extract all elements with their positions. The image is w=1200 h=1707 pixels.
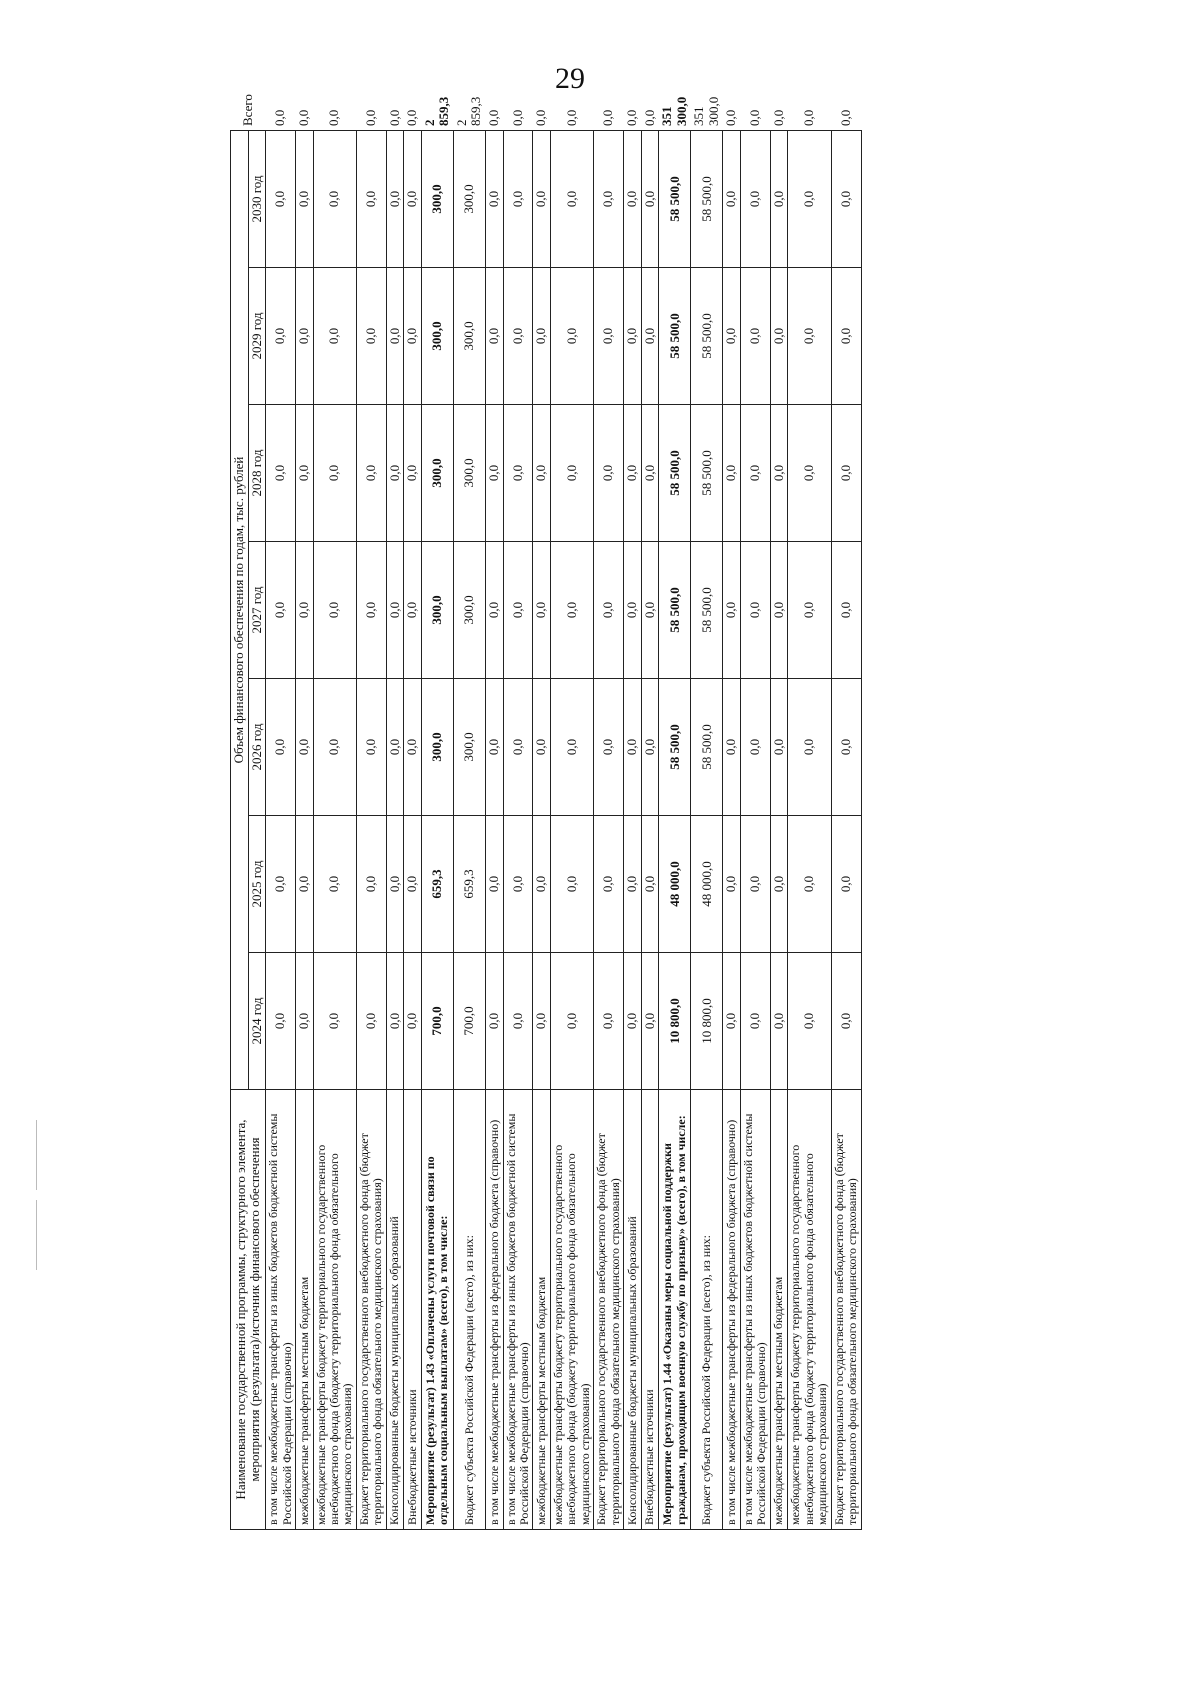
value-cell: 300,0: [453, 268, 485, 405]
value-cell: 0,0: [485, 953, 503, 1090]
value-cell: 0,0: [485, 816, 503, 953]
value-cell: 0,0: [386, 405, 404, 542]
value-cell: 0,0: [831, 268, 861, 405]
page-number: 29: [555, 62, 585, 95]
value-cell: 0,0: [594, 953, 624, 1090]
value-cell: 0,0: [770, 268, 788, 405]
value-cell: 0,0: [723, 542, 741, 679]
value-cell: 659,3: [453, 816, 485, 953]
value-cell: 0,0: [550, 405, 593, 542]
value-cell: 0,0: [788, 268, 831, 405]
value-cell: 0,0: [404, 953, 422, 1090]
value-cell: 0,0: [740, 405, 770, 542]
value-cell: 0,0: [770, 542, 788, 679]
table-body: [266, 96, 861, 1530]
name-column-header: Наименование государственной программы, структурного элемента, мероприятия (результата)/источник финансового обеспечения: [231, 1090, 266, 1530]
value-cell: 58 500,0: [659, 131, 691, 268]
value-cell: 58 500,0: [659, 268, 691, 405]
table-row: Внебюджетные источники 0,0 0,0 0,0 0,0 0,0 0,0 0,0 0,0: [404, 131, 422, 1530]
value-cell: 0,0: [503, 953, 533, 1090]
value-cell: 300,0: [421, 679, 453, 816]
value-cell: 0,0: [723, 405, 741, 542]
value-cell: 0,0: [386, 816, 404, 953]
value-cell: 0,0: [266, 268, 296, 405]
row-name-cell: в том числе межбюджетные трансферты из федерального бюджета (справочно): [485, 1090, 503, 1530]
value-cell: 0,0: [740, 953, 770, 1090]
value-cell: 0,0: [404, 542, 422, 679]
value-cell: 300,0: [453, 679, 485, 816]
value-cell: 0,0: [831, 679, 861, 816]
value-cell: 0,0: [788, 679, 831, 816]
value-cell: 48 000,0: [659, 816, 691, 953]
value-cell: 300,0: [421, 405, 453, 542]
table-row: Внебюджетные источники 0,0 0,0 0,0 0,0 0,0 0,0 0,0 0,0: [641, 131, 659, 1530]
value-cell: 0,0: [533, 405, 551, 542]
value-cell: 0,0: [485, 268, 503, 405]
value-cell: 0,0: [770, 131, 788, 268]
value-cell: 0,0: [550, 679, 593, 816]
value-cell: 0,0: [641, 542, 659, 679]
row-name-cell: Внебюджетные источники: [404, 1090, 422, 1530]
value-cell: 0,0: [356, 268, 386, 405]
value-cell: 0,0: [641, 816, 659, 953]
value-cell: 0,0: [295, 679, 313, 816]
value-cell: 0,0: [313, 131, 356, 268]
value-cell: 0,0: [266, 131, 296, 268]
value-cell: 0,0: [624, 816, 642, 953]
value-cell: 0,0: [386, 953, 404, 1090]
value-cell: 0,0: [313, 816, 356, 953]
value-cell: 300,0: [421, 542, 453, 679]
value-cell: 0,0: [624, 542, 642, 679]
value-cell: 58 500,0: [659, 542, 691, 679]
value-cell: 58 500,0: [691, 679, 723, 816]
value-cell: 0,0: [404, 405, 422, 542]
value-cell: 0,0: [386, 542, 404, 679]
value-cell: 10 800,0: [659, 953, 691, 1090]
row-name-cell: в том числе межбюджетные трансферты из иных бюджетов бюджетной системы Российской Федерации (справочно): [266, 1090, 296, 1530]
value-cell: 58 500,0: [691, 542, 723, 679]
value-cell: 0,0: [831, 816, 861, 953]
value-cell: 0,0: [550, 953, 593, 1090]
year-column-header: 2028 год: [248, 405, 266, 542]
value-cell: 0,0: [550, 816, 593, 953]
table-row: в том числе межбюджетные трансферты из иных бюджетов бюджетной системы Российской Федерации (справочно) 0,0 0,0 0,0 0,0 0,0 0,0 0,0 0,0: [266, 131, 296, 1530]
value-cell: 0,0: [356, 542, 386, 679]
table-row: межбюджетные трансферты бюджету территориального государственного внебюджетного фонда (бюджету территориального фонда обязательного медицинского страхования) 0,0 0,0 0,0 0,0 0,0 0,0 0,0 0,0: [550, 131, 593, 1530]
row-name-cell: Мероприятие (результат) 1.44 «Оказаны меры социальной поддержки гражданам, проходящим военную службу по призыву» (всего), в том числе:: [659, 1090, 691, 1530]
table-row: Бюджет территориального государственного внебюджетного фонда (бюджет территориального фонда обязательного медицинского страхования) 0,0 0,0 0,0 0,0 0,0 0,0 0,0 0,0: [356, 131, 386, 1530]
row-name-cell: Бюджет территориального государственного внебюджетного фонда (бюджет территориального фонда обязательного медицинского страхования): [594, 1090, 624, 1530]
value-cell: 0,0: [740, 542, 770, 679]
value-cell: 0,0: [485, 679, 503, 816]
table-row: межбюджетные трансферты бюджету территориального государственного внебюджетного фонда (бюджету территориального фонда обязательного медицинского страхования) 0,0 0,0 0,0 0,0 0,0 0,0 0,0 0,0: [313, 131, 356, 1530]
table-row: Мероприятие (результат) 1.43 «Оплачены услуги почтовой связи по отдельным социальным выплатам» (всего), в том числе: 700,0 659,3 300,0 300,0 300,0 300,0 300,0 2 859,3: [421, 131, 453, 1530]
value-cell: 0,0: [641, 679, 659, 816]
value-cell: 700,0: [421, 953, 453, 1090]
value-cell: 0,0: [295, 405, 313, 542]
value-cell: 0,0: [295, 816, 313, 953]
value-cell: 0,0: [624, 679, 642, 816]
table-row: Бюджет субъекта Российской Федерации (всего), из них: 10 800,0 48 000,0 58 500,0 58 500,0 58 500,0 58 500,0 58 500,0 351 300,0: [691, 131, 723, 1530]
row-name-cell: межбюджетные трансферты бюджету территориального государственного внебюджетного фонда (бюджету территориального фонда обязательного медицинского страхования): [313, 1090, 356, 1530]
value-cell: 0,0: [770, 405, 788, 542]
table-row: Бюджет территориального государственного внебюджетного фонда (бюджет территориального фонда обязательного медицинского страхования) 0,0 0,0 0,0 0,0 0,0 0,0 0,0 0,0: [594, 131, 624, 1530]
value-cell: 0,0: [740, 131, 770, 268]
value-cell: 0,0: [788, 131, 831, 268]
value-cell: 0,0: [295, 542, 313, 679]
value-cell: 300,0: [421, 131, 453, 268]
table-row: в том числе межбюджетные трансферты из федерального бюджета (справочно) 0,0 0,0 0,0 0,0 0,0 0,0 0,0 0,0: [485, 131, 503, 1530]
value-cell: 0,0: [770, 953, 788, 1090]
year-column-header: 2025 год: [248, 816, 266, 953]
value-cell: 48 000,0: [691, 816, 723, 953]
year-column-header: 2029 год: [248, 268, 266, 405]
value-cell: 58 500,0: [691, 131, 723, 268]
value-cell: 0,0: [788, 405, 831, 542]
value-cell: 0,0: [266, 405, 296, 542]
value-cell: 0,0: [266, 542, 296, 679]
row-name-cell: Бюджет территориального государственного внебюджетного фонда (бюджет территориального фонда обязательного медицинского страхования): [356, 1090, 386, 1530]
value-cell: 58 500,0: [659, 405, 691, 542]
value-cell: 0,0: [624, 131, 642, 268]
value-cell: 0,0: [313, 679, 356, 816]
margin-mark: [36, 1200, 37, 1270]
value-cell: 0,0: [356, 679, 386, 816]
value-cell: 0,0: [313, 542, 356, 679]
value-cell: 0,0: [831, 131, 861, 268]
value-cell: 300,0: [453, 131, 485, 268]
value-cell: 0,0: [404, 131, 422, 268]
value-cell: 0,0: [594, 542, 624, 679]
value-cell: 0,0: [485, 542, 503, 679]
row-name-cell: Внебюджетные источники: [641, 1090, 659, 1530]
table-row: Консолидированные бюджеты муниципальных образований 0,0 0,0 0,0 0,0 0,0 0,0 0,0 0,0: [386, 131, 404, 1530]
value-cell: 0,0: [723, 268, 741, 405]
row-name-cell: межбюджетные трансферты бюджету территориального государственного внебюджетного фонда (бюджету территориального фонда обязательного медицинского страхования): [550, 1090, 593, 1530]
row-name-cell: в том числе межбюджетные трансферты из иных бюджетов бюджетной системы Российской Федерации (справочно): [740, 1090, 770, 1530]
table-row: межбюджетные трансферты местным бюджетам 0,0 0,0 0,0 0,0 0,0 0,0 0,0 0,0: [770, 131, 788, 1530]
value-cell: 0,0: [788, 953, 831, 1090]
value-cell: 300,0: [453, 542, 485, 679]
value-cell: 0,0: [624, 953, 642, 1090]
value-cell: 0,0: [404, 268, 422, 405]
row-name-cell: межбюджетные трансферты местным бюджетам: [533, 1090, 551, 1530]
value-cell: 0,0: [533, 679, 551, 816]
row-name-cell: Бюджет субъекта Российской Федерации (всего), из них:: [691, 1090, 723, 1530]
value-cell: 0,0: [831, 405, 861, 542]
value-cell: 0,0: [356, 131, 386, 268]
row-name-cell: Консолидированные бюджеты муниципальных образований: [386, 1090, 404, 1530]
value-cell: 0,0: [723, 679, 741, 816]
value-cell: 0,0: [386, 679, 404, 816]
value-cell: 0,0: [594, 679, 624, 816]
financing-table: Наименование государственной программы, структурного элемента, мероприятия (результата)/источник финансового обеспечения Объем финансового обеспечения по годам, тыс. рублей Всего 2024 год 2025 год 2026 год 2027 год 2028 год 2029 год 2030 год в том числе межбюджетные трансферты из иных бюджетов бюджетной системы Российской Федерации (справочно) 0,0 0,0 0,0 0,0 0,0 0,0 0,0 0,0 межбюджетные трансферты местным бюджетам 0,0 0,0 0,0 0,0 0,0 0,0 0,0 0,0 межбюджетные трансферты бюджету территориального государственного внебюджетного фонда (бюджету территориального фонда обязательного медицинского страхования) 0,0 0,0 0,0 0,0 0,0 0,0 0,0 0,0 Бюджет территориального государственного внебюджетного фонда (бюджет территориального фонда обязательного медицинского страхования) 0,0 0,0 0,0 0,0 0,0 0,0 0,0 0,0 Консолидированные бюджеты муниципальных образований 0,0 0,0 0,0 0,0 0,0 0,0 0,0 0,0 Внебюджетные источники 0,0 0,0 0,0 0,0 0,0 0,0 0,0 0,0 Мероприятие (результат) 1.43 «Оплачены услуги почтовой связи по отдельным социальным выплатам» (всего), в том числе: 700,0 659,3 300,0 300,0 300,0 300,0 300,0 2 859,3 Бюджет субъекта Российской Федерации (всего), из них: 700,0 659,3 300,0 300,0 300,0 300,0 300,0 2 859,3 в том числе межбюджетные трансферты из федерального бюджета (справочно) 0,0 0,0 0,0 0,0 0,0 0,0 0,0 0,0 в том числе межбюджетные трансферты из иных бюджетов бюджетной системы Российской Федерации (справочно) 0,0 0,0 0,0 0,0 0,0 0,0 0,0 0,0 межбюджетные трансферты местным бюджетам 0,0 0,0 0,0 0,0 0,0 0,0 0,0 0,0 межбюджетные трансферты бюджету территориального государственного внебюджетного фонда (бюджету территориального фонда обязательного медицинского страхования) 0,0 0,0 0,0 0,0 0,0 0,0 0,0 0,0 Бюджет территориального государственного внебюджетного фонда (бюджет территориального фонда обязательного медицинского страхования) 0,0 0,0 0,0 0,0 0,0 0,0 0,0 0,0 Консолидированные бюджеты муниципальных образований 0,0 0,0 0,0 0,0 0,0 0,0 0,0 0,0 Внебюджетные источники 0,0 0,0 0,0 0,0 0,0 0,0 0,0 0,0 Мероприятие (результат) 1.44 «Оказаны меры социальной поддержки гражданам, проходящим военную службу по призыву» (всего), в том числе: 10 800,0 48 000,0 58 500,0 58 500,0 58 500,0 58 500,0 58 500,0 351 300,0 Бюджет субъекта Российской Федерации (всего), из них: 10 800,0 48 000,0 58 500,0 58 500,0 58 500,0 58 500,0 58 500,0 351 300,0 в том числе межбюджетные трансферты из федерального бюджета (справочно) 0,0 0,0 0,0 0,0 0,0 0,0 0,0 0,0 в том числе межбюджетные трансферты из иных бюджетов бюджетной системы Российской Федерации (справочно) 0,0 0,0 0,0 0,0 0,0 0,0 0,0 0,0 межбюджетные трансферты местным бюджетам 0,0 0,0 0,0 0,0 0,0 0,0 0,0 0,0 межбюджетные трансферты бюджету территориального государственного внебюджетного фонда (бюджету территориального фонда обязательного медицинского страхования) 0,0 0,0 0,0 0,0 0,0 0,0 0,0 0,0 Бюджет территориального государственного внебюджетного фонда (бюджет территориального фонда обязательного медицинского страхования) 0,0 0,0 0,0 0,0 0,0 0,0 0,0 0,0: [230, 130, 862, 1530]
year-column-header: 2026 год: [248, 679, 266, 816]
row-name-cell: Консолидированные бюджеты муниципальных образований: [624, 1090, 642, 1530]
value-cell: 0,0: [485, 131, 503, 268]
value-cell: 0,0: [740, 816, 770, 953]
row-name-cell: межбюджетные трансферты местным бюджетам: [770, 1090, 788, 1530]
value-cell: 0,0: [550, 131, 593, 268]
value-cell: 0,0: [533, 131, 551, 268]
value-cell: 0,0: [386, 268, 404, 405]
value-cell: 10 800,0: [691, 953, 723, 1090]
value-cell: 0,0: [503, 542, 533, 679]
table-row: Бюджет субъекта Российской Федерации (всего), из них: 700,0 659,3 300,0 300,0 300,0 300,0 300,0 2 859,3: [453, 131, 485, 1530]
table-row: Бюджет территориального государственного внебюджетного фонда (бюджет территориального фонда обязательного медицинского страхования) 0,0 0,0 0,0 0,0 0,0 0,0 0,0 0,0: [831, 131, 861, 1530]
value-cell: 0,0: [313, 953, 356, 1090]
value-cell: 0,0: [723, 816, 741, 953]
row-name-cell: Бюджет субъекта Российской Федерации (всего), из них:: [453, 1090, 485, 1530]
value-cell: 0,0: [641, 405, 659, 542]
row-name-cell: в том числе межбюджетные трансферты из федерального бюджета (справочно): [723, 1090, 741, 1530]
value-cell: 0,0: [740, 679, 770, 816]
year-column-header: 2027 год: [248, 542, 266, 679]
value-cell: 0,0: [386, 131, 404, 268]
value-cell: 58 500,0: [691, 405, 723, 542]
value-cell: 0,0: [295, 268, 313, 405]
year-column-header: 2024 год: [248, 953, 266, 1090]
row-name-cell: межбюджетные трансферты местным бюджетам: [295, 1090, 313, 1530]
value-cell: 0,0: [356, 816, 386, 953]
table-row: Консолидированные бюджеты муниципальных образований 0,0 0,0 0,0 0,0 0,0 0,0 0,0 0,0: [624, 131, 642, 1530]
value-cell: 0,0: [266, 816, 296, 953]
value-cell: 0,0: [356, 405, 386, 542]
value-cell: 0,0: [624, 405, 642, 542]
value-cell: 0,0: [533, 542, 551, 679]
value-cell: 0,0: [266, 679, 296, 816]
value-cell: 0,0: [788, 816, 831, 953]
value-cell: 659,3: [421, 816, 453, 953]
value-cell: 0,0: [740, 268, 770, 405]
value-cell: 58 500,0: [691, 268, 723, 405]
value-cell: 0,0: [723, 953, 741, 1090]
value-cell: 0,0: [550, 542, 593, 679]
value-cell: 0,0: [641, 953, 659, 1090]
value-cell: 0,0: [533, 816, 551, 953]
value-cell: 300,0: [421, 268, 453, 405]
value-cell: 0,0: [594, 268, 624, 405]
value-cell: 0,0: [533, 268, 551, 405]
table-row: в том числе межбюджетные трансферты из федерального бюджета (справочно) 0,0 0,0 0,0 0,0 0,0 0,0 0,0 0,0: [723, 131, 741, 1530]
rotated-table-container: [230, 94, 1070, 1530]
value-cell: 0,0: [533, 953, 551, 1090]
value-cell: 0,0: [503, 268, 533, 405]
value-cell: 300,0: [453, 405, 485, 542]
table-row: Мероприятие (результат) 1.44 «Оказаны меры социальной поддержки гражданам, проходящим военную службу по призыву» (всего), в том числе: 10 800,0 48 000,0 58 500,0 58 500,0 58 500,0 58 500,0 58 500,0 351 300,0: [659, 131, 691, 1530]
value-cell: 0,0: [831, 542, 861, 679]
value-cell: 0,0: [641, 268, 659, 405]
margin-mark: [36, 1120, 37, 1190]
value-cell: 0,0: [313, 268, 356, 405]
row-name-cell: Мероприятие (результат) 1.43 «Оплачены услуги почтовой связи по отдельным социальным выплатам» (всего), в том числе:: [421, 1090, 453, 1530]
table-row: в том числе межбюджетные трансферты из иных бюджетов бюджетной системы Российской Федерации (справочно) 0,0 0,0 0,0 0,0 0,0 0,0 0,0 0,0: [503, 131, 533, 1530]
table-row: межбюджетные трансферты бюджету территориального государственного внебюджетного фонда (бюджету территориального фонда обязательного медицинского страхования) 0,0 0,0 0,0 0,0 0,0 0,0 0,0 0,0: [788, 131, 831, 1530]
value-cell: 0,0: [404, 816, 422, 953]
table-row: межбюджетные трансферты местным бюджетам 0,0 0,0 0,0 0,0 0,0 0,0 0,0 0,0: [295, 131, 313, 1530]
year-column-header: 2030 год: [248, 131, 266, 268]
value-cell: 0,0: [831, 953, 861, 1090]
value-cell: 0,0: [594, 816, 624, 953]
value-cell: 0,0: [770, 679, 788, 816]
value-cell: 58 500,0: [659, 679, 691, 816]
value-cell: 0,0: [485, 405, 503, 542]
value-cell: 0,0: [266, 953, 296, 1090]
value-cell: 0,0: [295, 131, 313, 268]
value-cell: 0,0: [594, 131, 624, 268]
value-cell: 0,0: [356, 953, 386, 1090]
value-cell: 0,0: [723, 131, 741, 268]
value-cell: 0,0: [503, 405, 533, 542]
value-cell: 0,0: [550, 268, 593, 405]
value-cell: 0,0: [313, 405, 356, 542]
value-cell: 0,0: [503, 816, 533, 953]
value-cell: 700,0: [453, 953, 485, 1090]
row-name-cell: в том числе межбюджетные трансферты из иных бюджетов бюджетной системы Российской Федерации (справочно): [503, 1090, 533, 1530]
funding-group-header: Объем финансового обеспечения по годам, тыс. рублей: [231, 131, 249, 1090]
value-cell: 0,0: [641, 131, 659, 268]
table-row: межбюджетные трансферты местным бюджетам 0,0 0,0 0,0 0,0 0,0 0,0 0,0 0,0: [533, 131, 551, 1530]
value-cell: 0,0: [503, 679, 533, 816]
value-cell: 0,0: [295, 953, 313, 1090]
row-name-cell: межбюджетные трансферты бюджету территориального государственного внебюджетного фонда (бюджету территориального фонда обязательного медицинского страхования): [788, 1090, 831, 1530]
value-cell: 0,0: [788, 542, 831, 679]
value-cell: 0,0: [594, 405, 624, 542]
value-cell: 0,0: [404, 679, 422, 816]
value-cell: 0,0: [770, 816, 788, 953]
value-cell: 0,0: [503, 131, 533, 268]
row-name-cell: Бюджет территориального государственного внебюджетного фонда (бюджет территориального фонда обязательного медицинского страхования): [831, 1090, 861, 1530]
value-cell: 0,0: [624, 268, 642, 405]
table-row: в том числе межбюджетные трансферты из иных бюджетов бюджетной системы Российской Федерации (справочно) 0,0 0,0 0,0 0,0 0,0 0,0 0,0 0,0: [740, 131, 770, 1530]
